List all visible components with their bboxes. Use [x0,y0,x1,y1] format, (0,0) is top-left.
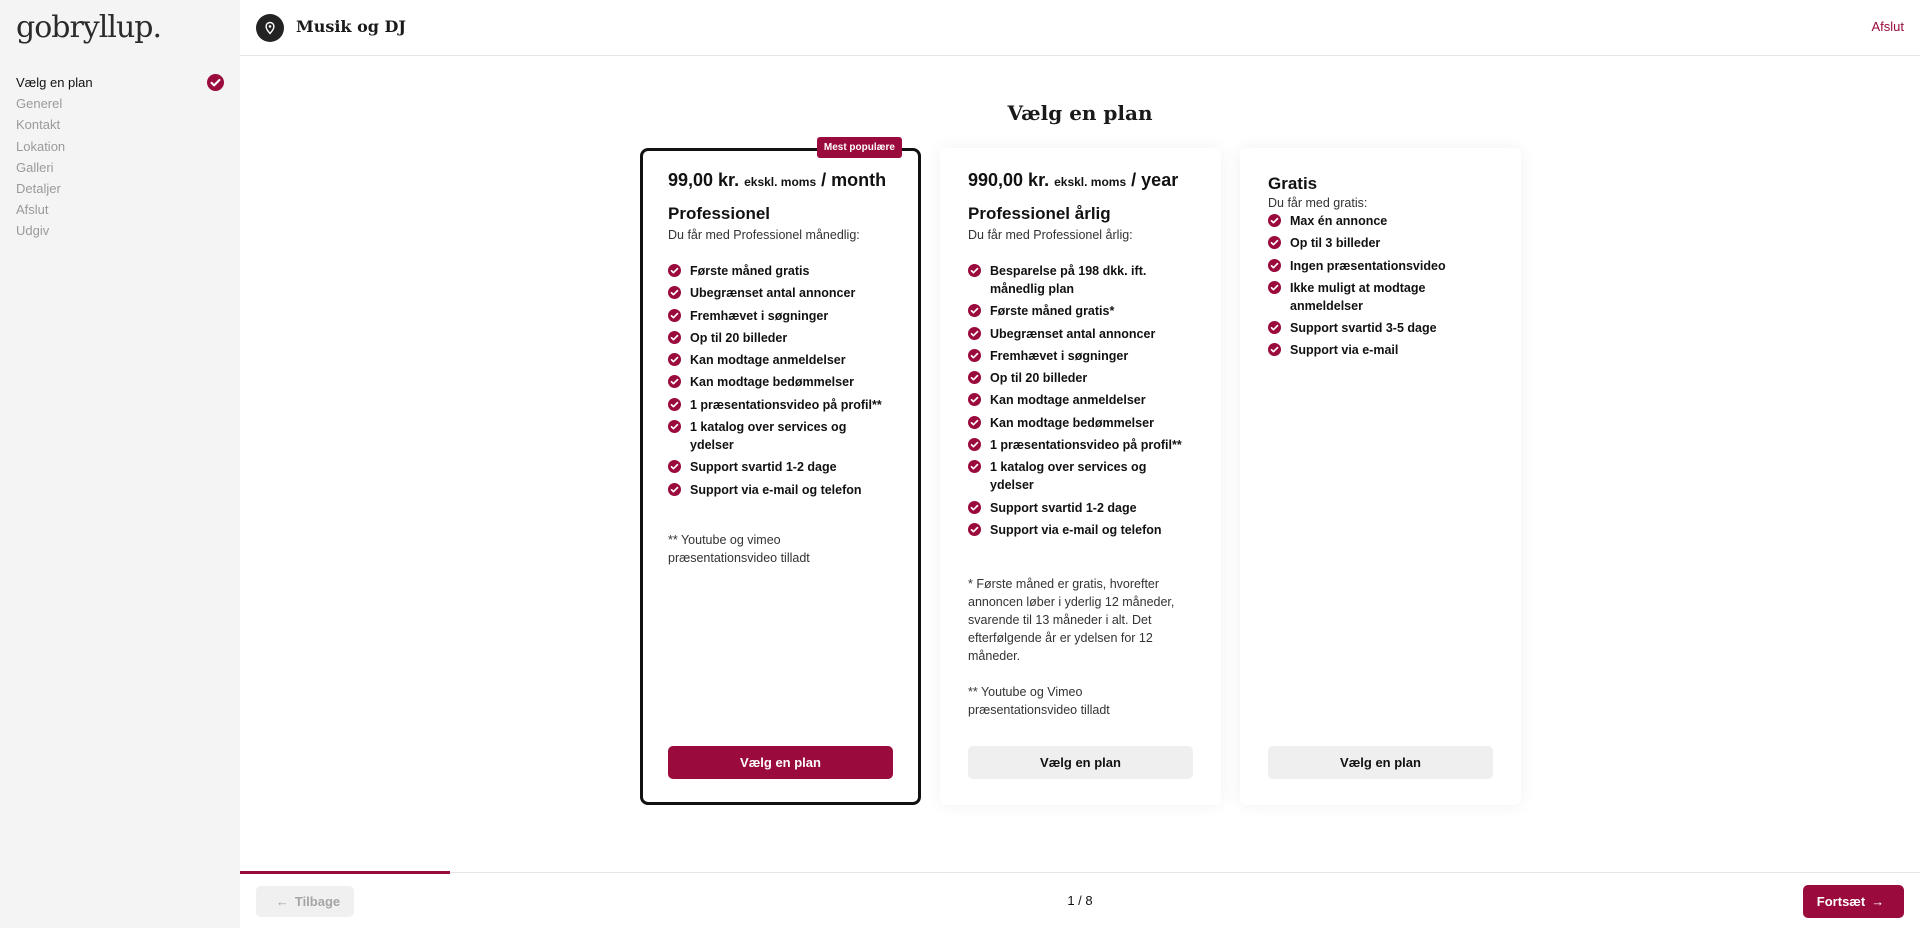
top-header [240,0,1920,56]
feature-text: Første måned gratis [690,264,810,278]
continue-button[interactable] [1803,885,1904,918]
check-circle-icon [668,375,681,388]
feature-item [968,262,1193,298]
feature-item [1268,257,1493,275]
plan-note: ** Youtube og Vimeo præsentationsvideo tilladt [968,684,1110,717]
feature-item [968,369,1193,387]
check-circle-icon [1268,343,1281,356]
page-title: Vælg en plan [1007,101,1153,125]
check-circle-icon [668,483,681,496]
check-circle-icon [1268,321,1281,334]
feature-text: Op til 20 billeder [690,330,788,345]
feature-text: Ikke muligt at modtage anmeldelser [1290,280,1426,313]
price-vat: ekskl. moms [1054,175,1127,189]
feature-text: Support svartid 1-2 dage [690,460,837,475]
plan-subtitle: Du får med Professionel årlig: [968,228,1133,242]
feature-item [968,458,1193,494]
step-label: Vælg en plan [16,75,93,90]
feature-item [668,284,893,302]
plan-name: Professionel årlig [968,204,1111,223]
check-circle-icon [668,264,681,277]
step-label: Lokation [16,138,66,154]
plan-subtitle: Du får med Professionel månedlig: [668,228,860,242]
feature-text: Support via e-mail [1290,343,1399,358]
check-circle-icon [1268,259,1281,272]
feature-text: Max én annonce [1290,214,1388,228]
feature-text: Ubegrænset antal annoncer [690,286,856,301]
check-circle-icon [968,304,981,317]
check-circle-icon [668,286,681,299]
check-circle-icon [668,331,681,344]
feature-item [1268,234,1493,252]
wizard-footer [240,872,1920,928]
location-pin-icon [256,14,284,42]
step-item[interactable] [16,136,224,157]
check-circle-icon [968,371,981,384]
price-period: / year [1131,170,1179,190]
feature-item [968,325,1193,343]
sidebar [0,0,240,928]
price-amount: 990,00 kr. [968,170,1050,190]
check-circle-icon [668,420,681,433]
feature-text: 1 præsentationsvideo på profil** [990,438,1182,453]
check-circle-icon [668,309,681,322]
feature-text: Fremhævet i søgninger [690,308,829,323]
feature-text: Kan modtage bedømmelser [990,415,1154,430]
feature-item [1268,319,1493,337]
plan-card-professionel[interactable] [640,142,921,805]
feature-item [968,414,1193,432]
feature-text: 1 katalog over services og ydelser [690,420,847,453]
feature-item [968,391,1193,409]
feature-text: Besparelse på 198 dkk. ift. månedlig plan [990,264,1147,296]
step-item[interactable] [16,199,224,220]
plan-card-gratis[interactable] [1240,148,1521,805]
step-label: Galleri [16,159,54,175]
plan-card-professionel-arlig[interactable] [940,148,1221,805]
feature-item [968,499,1193,517]
check-circle-icon [968,460,981,473]
category-title: Musik og DJ [296,17,406,36]
feature-item [668,458,893,476]
step-label: Afslut [16,202,49,218]
price-amount: 99,00 kr. [668,170,740,190]
feature-text: 1 katalog over services og ydelser [990,460,1147,493]
feature-item [668,481,893,499]
back-label: Tilbage [294,894,341,909]
feature-item [968,521,1193,539]
feature-item [668,373,893,391]
feature-text: Kan modtage anmeldelser [990,393,1146,408]
check-circle-icon [207,74,224,91]
check-circle-icon [668,460,681,473]
price-period: / month [821,170,887,190]
feature-text: Support svartid 3-5 dage [1290,321,1437,336]
feature-text: Support via e-mail og telefon [690,482,862,497]
plan-notes [668,531,893,567]
arrow-left-icon: ← [275,894,289,909]
plan-note: * Første måned er gratis, hvorefter annoncen løber i yderlig 12 måneder, svarende til 13 måneder i alt. Det efterfølgende år er ydelsen for 12 måneder. [968,576,1175,663]
step-label: Generel [16,96,63,112]
step-label: Udgiv [16,223,50,239]
check-circle-icon [968,438,981,451]
step-item[interactable] [16,93,224,114]
feature-item [668,418,893,454]
plan-subtitle: Du får med gratis: [1268,196,1368,210]
feature-item [1268,212,1493,230]
check-circle-icon [1268,236,1281,249]
step-item[interactable] [16,114,224,135]
plan-notes [968,575,1193,719]
feature-text: Første måned gratis* [990,304,1115,319]
check-circle-icon [968,501,981,514]
choose-plan-button[interactable]: Vælg en plan [968,746,1193,779]
page-indicator: 1 / 8 [1067,893,1093,908]
brand-logo[interactable]: gobryllup. [16,10,162,45]
feature-item [1268,341,1493,359]
feature-text: Fremhævet i søgninger [990,348,1129,363]
plan-price [668,170,893,191]
check-circle-icon [668,353,681,366]
step-label: Kontakt [16,117,61,133]
step-label: Detaljer [16,180,61,196]
check-circle-icon [968,416,981,429]
step-item[interactable] [16,72,224,93]
feature-list [968,262,1193,539]
check-circle-icon [1268,281,1281,294]
progress-bar [240,871,450,874]
arrow-right-icon: → [1871,894,1885,909]
feature-text: Kan modtage anmeldelser [690,353,846,368]
check-circle-icon [668,398,681,411]
feature-item [668,262,893,280]
price-vat: ekskl. moms [744,175,817,189]
feature-item [968,302,1193,320]
feature-item [968,436,1193,454]
exit-link[interactable]: Afslut [1871,19,1904,34]
feature-item [1268,279,1493,315]
feature-item [668,329,893,347]
feature-text: Ubegrænset antal annoncer [990,326,1156,341]
step-item[interactable] [16,220,224,241]
step-item[interactable] [16,178,224,199]
plan-note: ** Youtube og vimeo præsentationsvideo tilladt [668,532,810,565]
most-popular-badge: Mest populære [817,137,902,158]
feature-text: Op til 3 billeder [1290,236,1381,251]
plan-name: Professionel [668,204,771,223]
feature-item [668,351,893,369]
feature-item [968,347,1193,365]
check-circle-icon [968,349,981,362]
check-circle-icon [968,327,981,340]
step-item[interactable] [16,157,224,178]
plan-price [968,170,1193,191]
check-circle-icon [1268,214,1281,227]
check-circle-icon [968,393,981,406]
choose-plan-button[interactable]: Vælg en plan [668,746,893,779]
feature-text: Support svartid 1-2 dage [990,500,1137,515]
feature-list [1268,212,1493,359]
check-circle-icon [968,264,981,277]
choose-plan-button[interactable]: Vælg en plan [1268,746,1493,779]
feature-list [668,262,893,499]
feature-item [668,307,893,325]
plan-name: Gratis [1268,174,1318,193]
continue-label: Fortsæt [1816,894,1866,909]
feature-text: Op til 20 billeder [990,371,1088,386]
feature-text: Ingen præsentationsvideo [1290,258,1446,273]
feature-text: Support via e-mail og telefon [990,522,1162,537]
feature-text: Kan modtage bedømmelser [690,375,854,390]
step-list [16,72,224,242]
feature-text: 1 præsentationsvideo på profil** [690,397,882,412]
check-circle-icon [968,523,981,536]
feature-item [668,396,893,414]
